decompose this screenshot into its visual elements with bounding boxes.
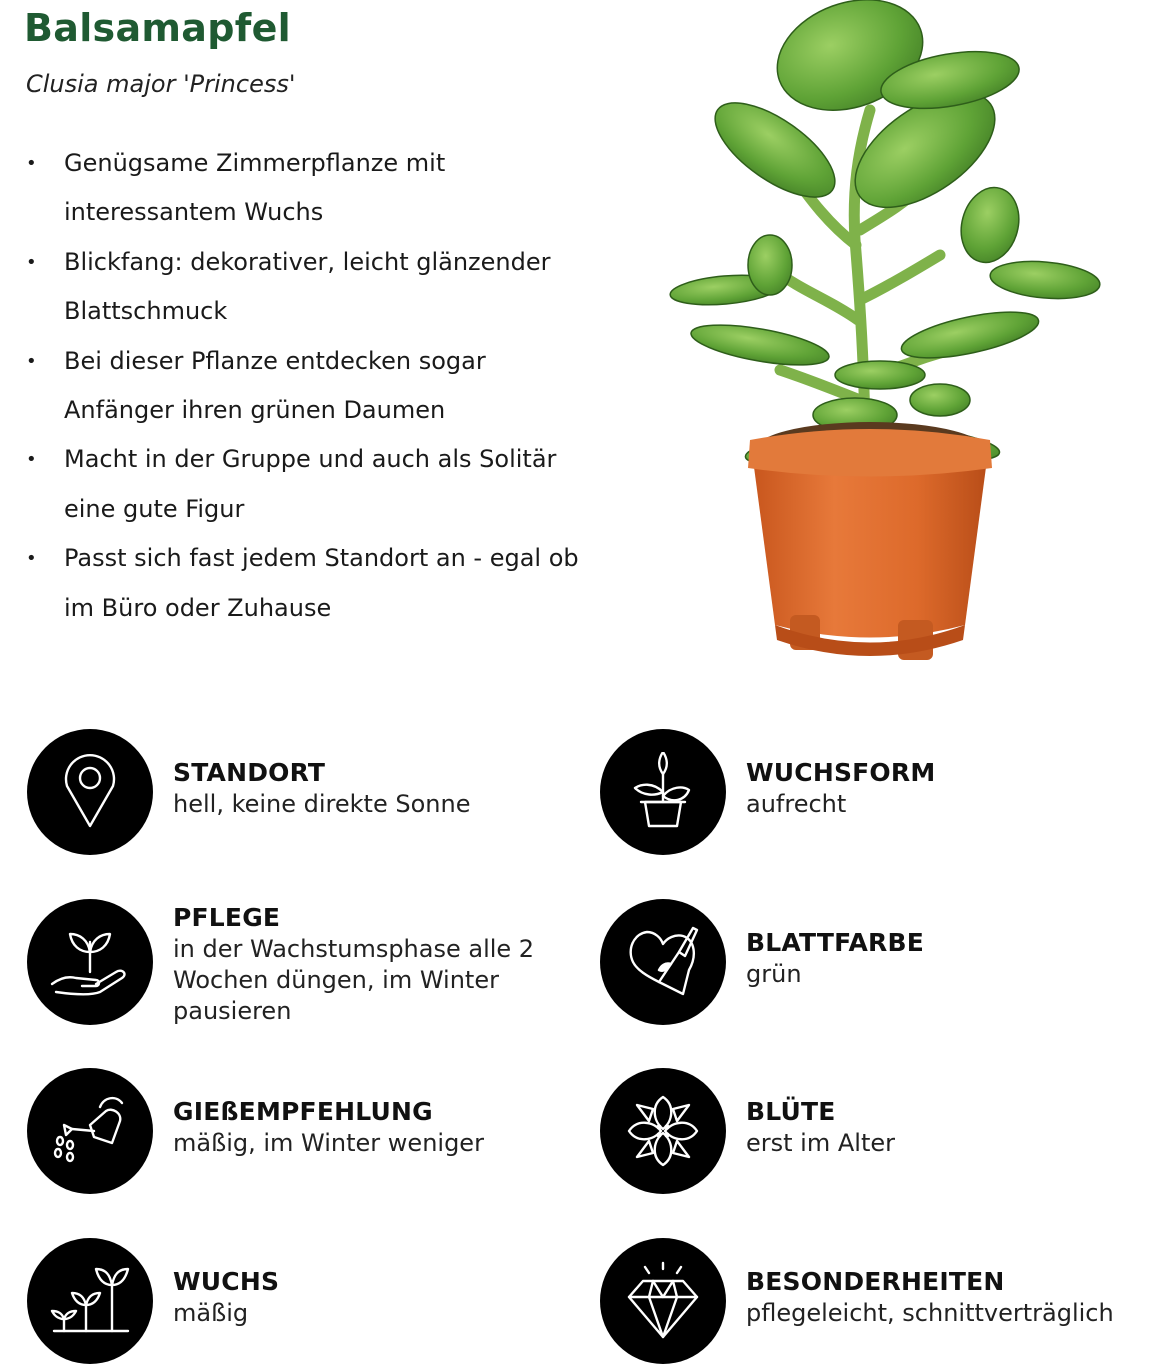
feature-wuchsform [600,729,1160,859]
bullet-dot: • [26,548,37,570]
feature-value: aufrecht [746,790,847,818]
plant-product-image [660,0,1110,670]
leaf-brush-icon [600,899,726,1025]
feature-besonderheiten [600,1238,1160,1368]
bullet-item [22,238,582,337]
feature-value: in der Wachstumsphase alle 2 Wochen düngen, im Winter pausieren [173,935,535,1025]
feature-label: BESONDERHEITEN [746,1267,1005,1296]
flower-icon [600,1068,726,1194]
feature-value: mäßig [173,1299,249,1327]
feature-label: PFLEGE [173,903,281,932]
hand-sprout-icon [27,899,153,1025]
bullet-dot: • [26,350,37,372]
feature-label: GIEßEMPFEHLUNG [173,1097,433,1126]
feature-value: hell, keine direkte Sonne [173,790,471,818]
potted-plant-icon [600,729,726,855]
feature-wuchs [27,1238,587,1368]
bullet-item [22,435,582,534]
product-title: Balsamapfel [24,6,291,50]
bullet-text: Blickfang: dekorativer, leicht glänzender Blattschmuck [64,247,551,326]
feature-bluete [600,1068,1160,1198]
bullet-item [22,139,582,238]
feature-label: WUCHSFORM [746,758,936,787]
bullet-dot: • [26,251,37,273]
bullet-text: Genügsame Zimmerpflanze mit interessantem Wuchs [64,149,446,227]
watering-can-icon [27,1068,153,1194]
bullet-item [22,534,582,633]
feature-giessempfehlung [27,1068,587,1198]
feature-label: BLATTFARBE [746,928,925,957]
latin-name: Clusia major 'Princess' [26,70,296,98]
location-pin-icon [27,729,153,855]
seedlings-icon [27,1238,153,1364]
diamond-icon [600,1238,726,1364]
feature-label: WUCHS [173,1267,280,1296]
feature-bullet-list [22,139,582,633]
bullet-dot: • [26,153,37,174]
feature-value: grün [746,960,802,988]
feature-value: mäßig, im Winter weniger [173,1129,484,1157]
feature-value: pflegeleicht, schnittverträglich [746,1299,1114,1327]
bullet-dot: • [26,449,37,471]
feature-blattfarbe [600,899,1160,1029]
bullet-item [22,337,582,436]
feature-value: erst im Alter [746,1129,895,1157]
feature-label: BLÜTE [746,1097,836,1126]
bullet-text: Bei dieser Pflanze entdecken sogar Anfänger ihren grünen Daumen [64,346,486,425]
feature-pflege [27,899,587,1029]
bullet-text: Macht in der Gruppe und auch als Solitär eine gute Figur [64,445,557,523]
bullet-text: Passt sich fast jedem Standort an - egal ob im Büro oder Zuhause [64,544,579,622]
feature-label: STANDORT [173,758,326,787]
feature-standort [27,729,587,859]
